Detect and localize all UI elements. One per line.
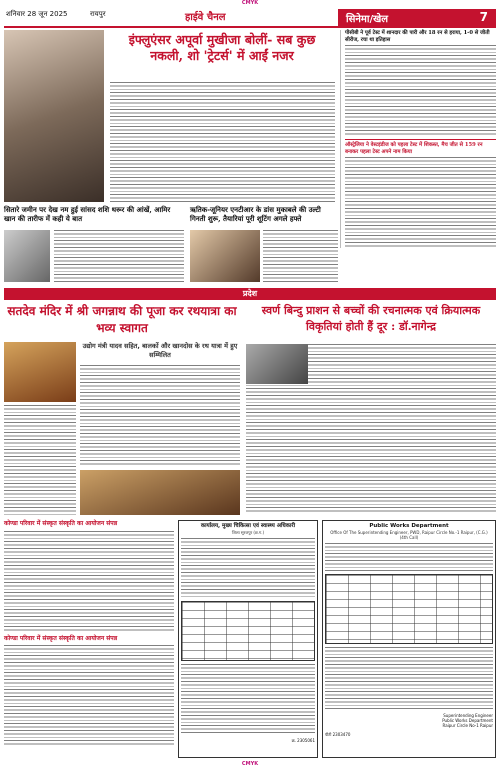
hero-body-text bbox=[110, 82, 335, 202]
lead1-body-col bbox=[4, 405, 76, 515]
section-tab bbox=[338, 9, 496, 27]
health-notice-table bbox=[181, 601, 315, 661]
lead2-photo bbox=[246, 344, 308, 384]
pwd-notice-terms bbox=[325, 647, 493, 709]
cmyk-strip-bottom: CMYK bbox=[241, 761, 259, 767]
lead1-photo bbox=[4, 342, 76, 402]
health-notice-subtitle: जिला सूरजपुर (छ.ग.) bbox=[231, 529, 265, 535]
sports-headline-1: पीसीबी ने पूर्व टेस्ट में शानदार की पारी और 18 रन से हराया, 1-0 से जीती सीरीज, रचा था इतिहास bbox=[345, 30, 490, 43]
lead1-subheadline: उद्योग मंत्री यादव सहित, बालकों और खानदोस के रथ यात्रा में हुए सम्मिलित bbox=[82, 342, 238, 359]
sports-headline-2: ऑस्ट्रेलिया ने वेस्टइंडीज को पहला टेस्ट में शिकस्त, मैच जीत से 159 रन बनाकर पहला टेस्ट अपने नाम किया bbox=[345, 142, 483, 155]
pwd-notice-ref: पीटी 2303470 bbox=[325, 731, 351, 737]
section-band: प्रदेश bbox=[4, 288, 496, 300]
health-notice-ref: क्र. 2305061 bbox=[291, 737, 315, 743]
health-notice-body bbox=[181, 538, 315, 598]
lead1-headline: सतदेव मंदिर में श्री जगन्नाथ की पूजा कर रथयात्रा का भव्य स्वागत bbox=[7, 304, 237, 335]
column-divider bbox=[345, 139, 496, 140]
lower-article-body bbox=[4, 531, 174, 631]
pwd-notice-title: Public Works Department bbox=[369, 523, 449, 529]
masthead-date: शनिवार 28 जून 2025 bbox=[6, 10, 68, 18]
pwd-notice-table bbox=[325, 574, 493, 644]
sports-body-1 bbox=[345, 45, 496, 137]
pwd-notice-body bbox=[325, 543, 493, 571]
lower-article-body-2 bbox=[4, 645, 174, 745]
article-tharoor-headline: सितारे जमीन पर देख नम हुई सांसद शशि थरूर की आंखें, आमिर खान की तारीफ में कही ये बात bbox=[4, 205, 171, 223]
pwd-notice-signature: Superintending Engineer Public Works Department Raipur Circle No-1 Raipur bbox=[442, 712, 493, 728]
masthead-city: रायपुर bbox=[90, 10, 106, 18]
page-number: 7 bbox=[479, 10, 488, 24]
lead1-body bbox=[80, 365, 240, 465]
pwd-notice-subtitle: Office Of The Superintending Engineer, PWD, Raipur Circle No.-1 Raipur, (C.G.) bbox=[330, 529, 488, 535]
article-tharoor-body bbox=[54, 230, 184, 282]
article-tharoor-photo bbox=[4, 230, 50, 282]
pwd-notice-call: (4th Call) bbox=[399, 534, 419, 540]
article-war2-photo bbox=[190, 230, 260, 282]
lower-article-headline: कोण्डा परिवार में संस्कृत संस्कृति का आयोजन संपन्न bbox=[4, 520, 118, 527]
lead1-photo-2 bbox=[80, 470, 240, 515]
health-notice-title: कार्यालय, मुख्य चिकित्सा एवं स्वास्थ्य अधिकारी bbox=[200, 523, 296, 529]
article-war2-body bbox=[263, 230, 338, 282]
health-notice bbox=[178, 520, 318, 758]
hero-headline: इंफ्लुएंसर अपूर्वा मुखीजा बोलीं- सब कुछ नकली, शो 'ट्रेटर्स' में आईं नजर bbox=[128, 32, 316, 63]
hero-photo bbox=[4, 30, 104, 202]
lower-article bbox=[4, 520, 174, 758]
masthead-brand: हाईवे चैनल bbox=[185, 12, 226, 23]
lead2-headline: स्वर्ण बिन्दु प्राशन से बच्चों की रचनात्मक एवं क्रियात्मक विकृतियां होती हैं दूर : डॉ.नागेन्द्र bbox=[261, 304, 481, 333]
pwd-notice bbox=[322, 520, 496, 758]
sports-body-2 bbox=[345, 157, 496, 247]
cmyk-strip: CMYK bbox=[241, 0, 259, 6]
health-notice-footer bbox=[181, 664, 315, 734]
section-label: सिनेमा/खेल bbox=[346, 14, 389, 25]
sports-column bbox=[340, 30, 496, 248]
article-war2-headline: ऋतिक-जूनियर एनटीआर के डांस मुकाबले की उल्टी गिनती शुरू, तैयारियां पूरी शूटिंग अगले हफ्ते bbox=[190, 205, 321, 223]
lower-article-headline-2: कोण्डा परिवार में संस्कृत संस्कृति का आयोजन संपन्न bbox=[4, 634, 118, 642]
